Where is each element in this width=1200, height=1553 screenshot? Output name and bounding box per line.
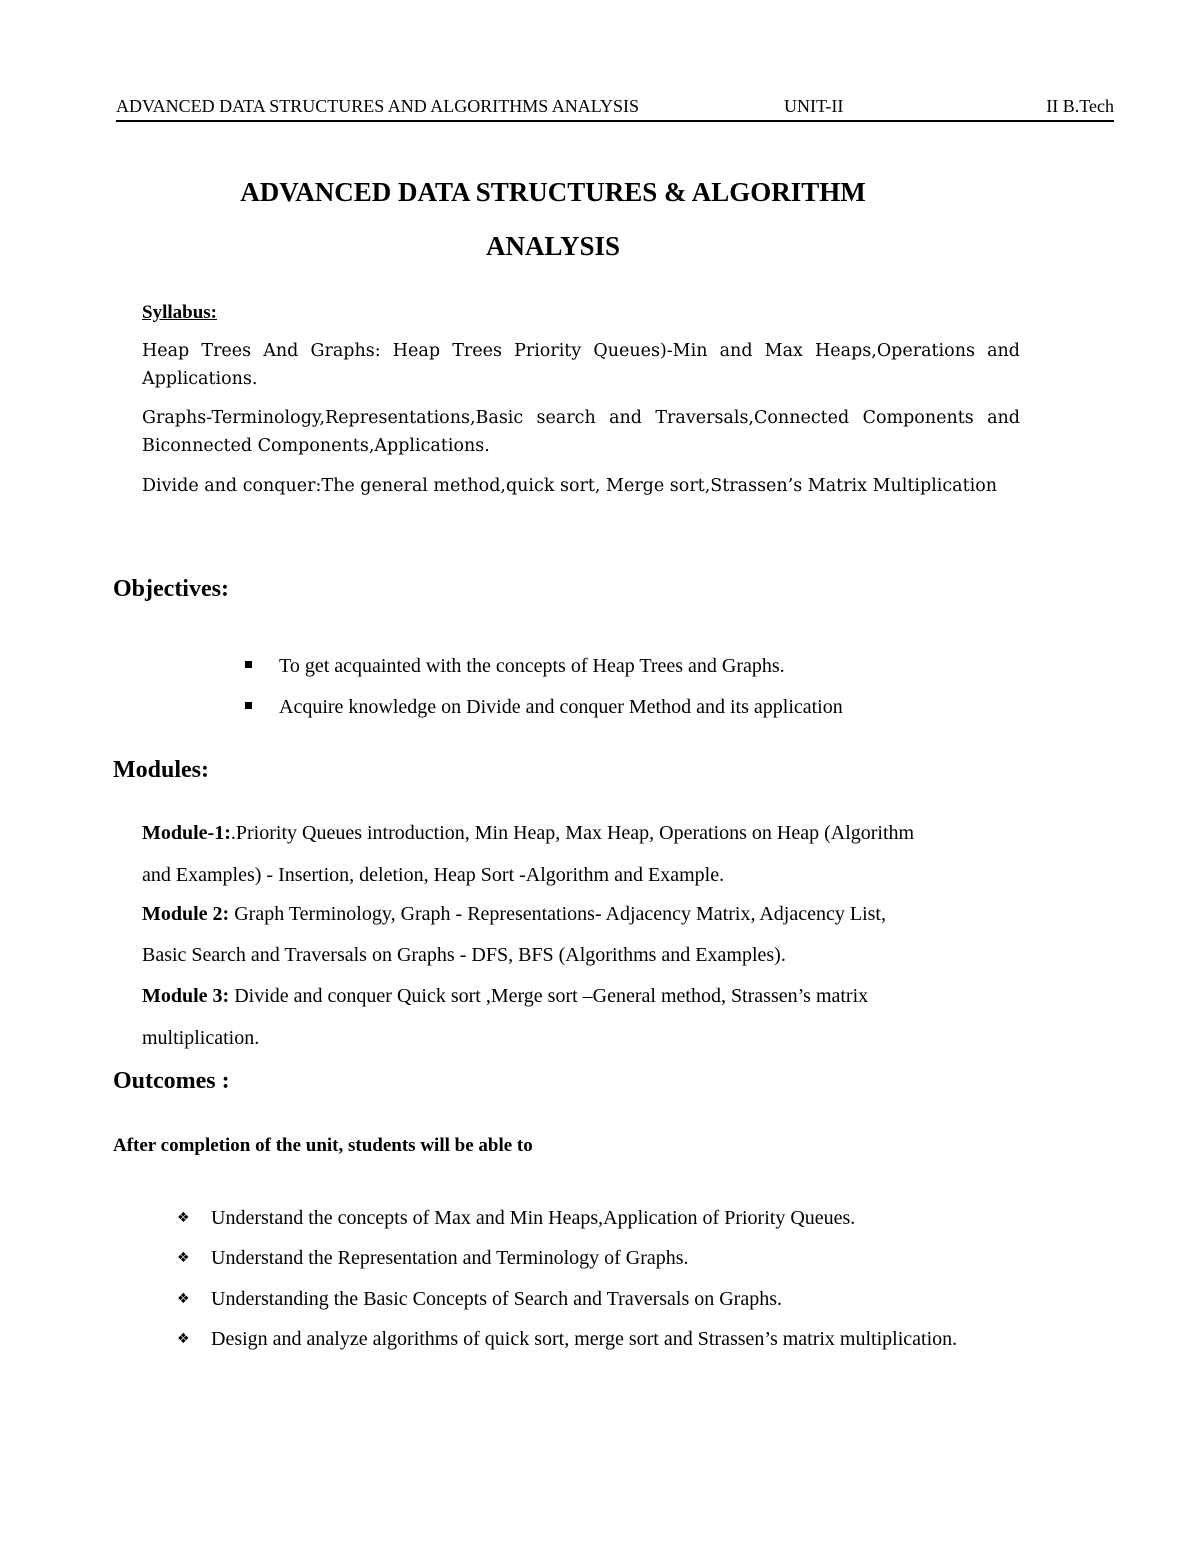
header-year: II B.Tech bbox=[1046, 96, 1114, 116]
header-unit: UNIT-II bbox=[784, 96, 844, 116]
module-3-line-2: multiplication. bbox=[142, 1027, 260, 1049]
list-item bbox=[177, 1328, 957, 1351]
diamond-bullet-icon: ❖ bbox=[177, 1291, 190, 1307]
modules-heading: Modules: bbox=[113, 757, 209, 783]
module-2-line bbox=[142, 903, 1060, 926]
outcomes-heading: Outcomes : bbox=[113, 1068, 230, 1094]
list-item bbox=[177, 1207, 855, 1230]
document-title-line2: ANALYSIS bbox=[485, 231, 621, 261]
diamond-bullet-icon: ❖ bbox=[177, 1331, 190, 1347]
outcome-text: Design and analyze algorithms of quick sort, merge sort and Strassen’s matrix multiplication. bbox=[211, 1328, 958, 1350]
list-item bbox=[245, 655, 785, 678]
header-course-title: ADVANCED DATA STRUCTURES AND ALGORITHMS ANALYSIS bbox=[116, 96, 639, 116]
list-item bbox=[245, 696, 843, 719]
syllabus-heading: Syllabus: bbox=[142, 302, 217, 323]
outcome-text: Understanding the Basic Concepts of Search and Traversals on Graphs. bbox=[211, 1288, 782, 1310]
module-1-line bbox=[142, 822, 1060, 845]
page-header bbox=[116, 96, 1114, 122]
module-3-label: Module 3: bbox=[142, 985, 230, 1007]
module-2-text: Graph Terminology, Graph - Representations- Adjacency Matrix, Adjacency List, bbox=[229, 903, 886, 925]
diamond-bullet-icon: ❖ bbox=[177, 1210, 190, 1226]
document-title-line1: ADVANCED DATA STRUCTURES & ALGORITHM bbox=[240, 177, 866, 207]
syllabus-paragraph: Heap Trees And Graphs: Heap Trees Priority Queues)-Min and Max Heaps,Operations and Applications. bbox=[142, 341, 1020, 389]
objectives-heading: Objectives: bbox=[113, 576, 229, 602]
list-item bbox=[177, 1288, 782, 1311]
module-1-text: .Priority Queues introduction, Min Heap, Max Heap, Operations on Heap (Algorithm bbox=[230, 822, 915, 844]
module-2-line-2: Basic Search and Traversals on Graphs - DFS, BFS (Algorithms and Examples). bbox=[142, 944, 786, 966]
module-3-line bbox=[142, 985, 1060, 1008]
square-bullet-icon bbox=[245, 661, 252, 668]
outcome-text: Understand the concepts of Max and Min Heaps,Application of Priority Queues. bbox=[211, 1207, 856, 1229]
syllabus-paragraph: Divide and conquer:The general method,quick sort, Merge sort,Strassen’s Matrix Multiplication bbox=[142, 476, 998, 496]
objective-text: Acquire knowledge on Divide and conquer Method and its application bbox=[279, 696, 843, 718]
outcome-text: Understand the Representation and Terminology of Graphs. bbox=[211, 1247, 689, 1269]
diamond-bullet-icon: ❖ bbox=[177, 1250, 190, 1266]
module-3-text: Divide and conquer Quick sort ,Merge sort –General method, Strassen’s matrix bbox=[229, 985, 869, 1007]
objective-text: To get acquainted with the concepts of Heap Trees and Graphs. bbox=[279, 655, 785, 677]
module-1-line-2: and Examples) - Insertion, deletion, Heap Sort -Algorithm and Example. bbox=[142, 864, 725, 886]
list-item bbox=[177, 1247, 689, 1270]
syllabus-paragraph: Graphs-Terminology,Representations,Basic search and Traversals,Connected Components and Biconnected Components,Applications. bbox=[142, 408, 1020, 456]
module-1-label: Module-1: bbox=[142, 822, 231, 844]
outcomes-intro: After completion of the unit, students will be able to bbox=[113, 1135, 533, 1156]
square-bullet-icon bbox=[245, 702, 252, 709]
module-2-label: Module 2: bbox=[142, 903, 230, 925]
